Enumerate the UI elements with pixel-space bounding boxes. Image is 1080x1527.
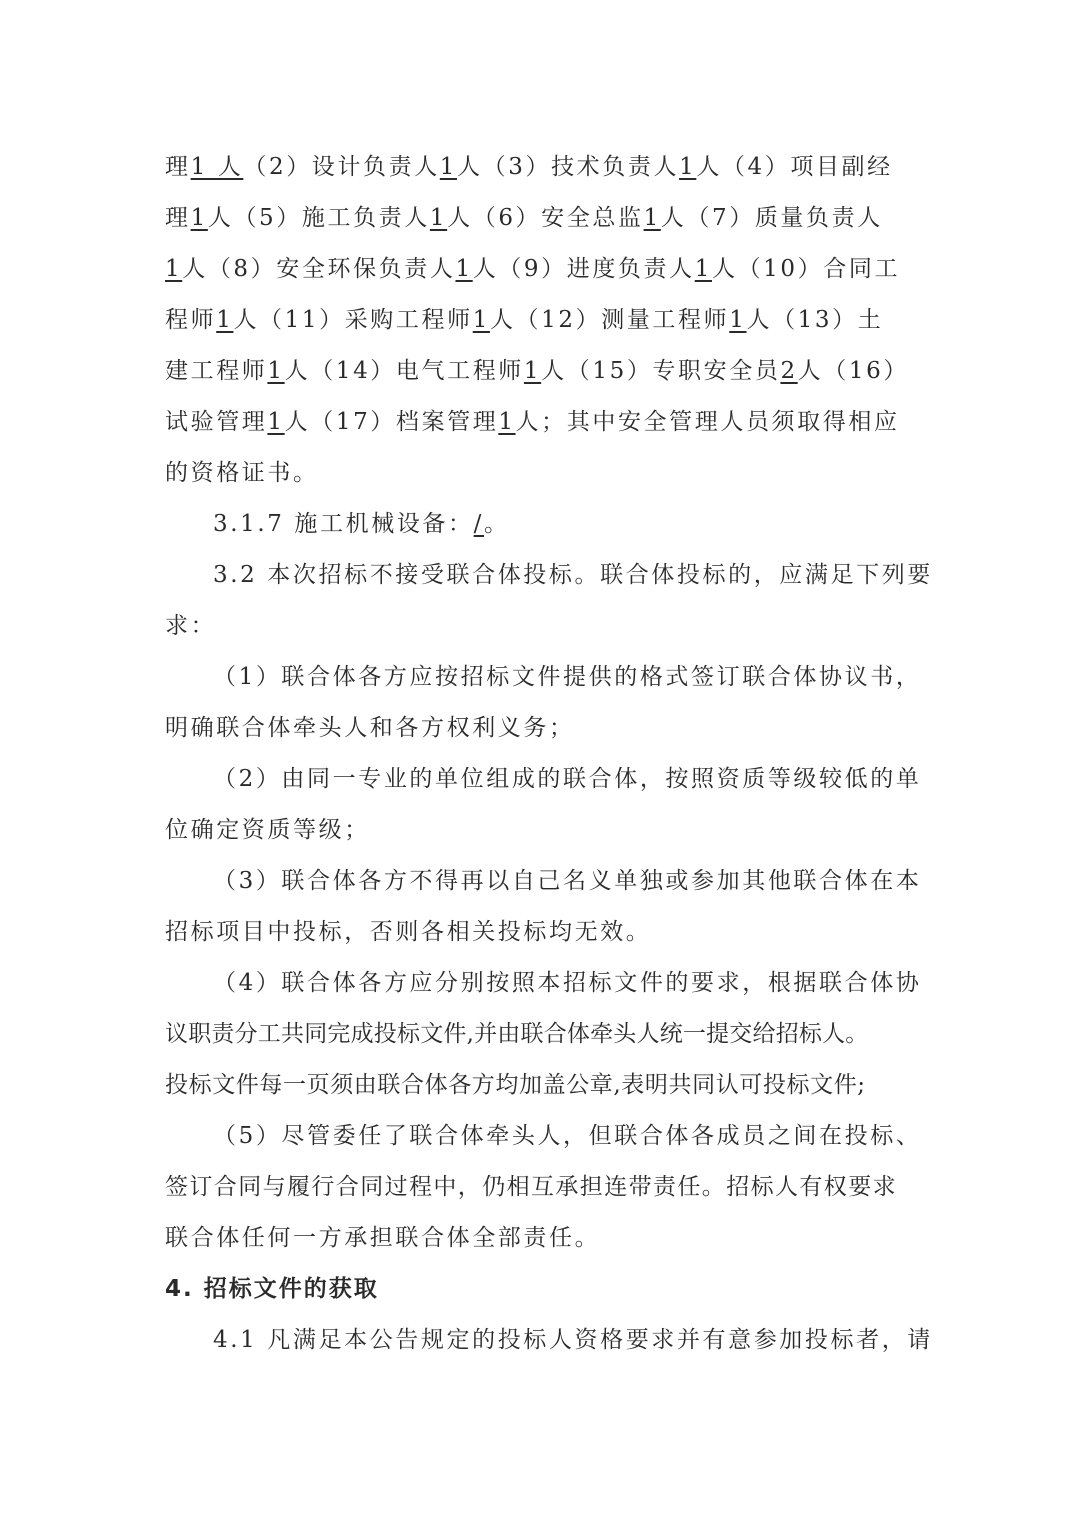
blank-count: 1 [165,256,183,282]
staff-line-3: 1人（8）安全环保负责人1人（9）进度负责人1人（10）合同工 [165,256,901,282]
item-4-line-1: （4）联合体各方应分别按照本招标文件的要求，根据联合体协 [213,970,922,996]
blank-count: 1 [498,409,516,435]
blank-count: 1 [439,154,458,180]
blank-count: 1 [190,205,208,231]
item-3-line-1: （3）联合体各方不得再以自己名义单独或参加其他联合体在本 [213,868,922,894]
item-2-line-2: 位确定资质等级； [165,817,370,843]
staff-line-6: 试验管理1人（17）档案管理1人；其中安全管理人员须取得相应 [165,409,900,435]
staff-line-5: 建工程师1人（14）电气工程师1人（15）专职安全员2人（16） [165,358,909,384]
item-2-line-1: （2）由同一专业的单位组成的联合体，按照资质等级较低的单 [213,766,922,792]
blank-count: 1 [472,307,490,333]
blank-count: 2 [780,358,798,384]
section-4-heading: 4. 招标文件的获取 [165,1276,379,1302]
staff-line-2: 理1人（5）施工负责人1人（6）安全总监1人（7）质量负责人 [165,205,883,231]
blank-count: 1 [729,307,747,333]
item-1-line-2: 明确联合体牵头人和各方权利义务； [165,715,575,741]
staff-line-7: 的资格证书。 [165,460,319,486]
blank-count: 1 [679,154,697,180]
staff-line-1: 理1 人（2）设计负责人1人（3）技术负责人1人（4）项目副经 [165,154,893,180]
equipment-line: 3.1.7 施工机械设备：/。 [213,511,510,537]
blank-count: 1 [267,409,285,435]
item-1-line-1: （1）联合体各方应按招标文件提供的格式签订联合体协议书， [213,664,922,690]
item-4-line-3: 投标文件每一页须由联合体各方均加盖公章,表明共同认可投标文件; [165,1072,866,1098]
blank-count: 1 [267,358,285,384]
staff-line-4: 程师1人（11）采购工程师1人（12）测量工程师1人（13）土 [165,307,884,333]
blank-count: 1 人 [190,154,244,180]
blank-count: 1 [429,205,448,231]
item-5-line-1: （5）尽管委任了联合体牵头人，但联合体各成员之间在投标、 [213,1123,922,1149]
item-5-line-2: 签订合同与履行合同过程中，仍相互承担连带责任。招标人有权要求 [165,1174,897,1200]
blank-count: 1 [216,307,234,333]
blank-count: 1 [523,358,542,384]
item-5-line-3: 联合体任何一方承担联合体全部责任。 [165,1225,601,1251]
blank-count: 1 [643,205,661,231]
item-3-line-2: 招标项目中投标，否则各相关投标均无效。 [165,919,652,945]
item-4-line-2: 议职责分工共同完成投标文件,并由联合体牵头人统一提交给招标人。 [165,1021,869,1047]
equipment-value: / [473,511,484,537]
blank-count: 1 [455,256,473,282]
joint-bid-line-1: 3.2 本次招标不接受联合体投标。联合体投标的，应满足下列要 [213,562,933,588]
joint-bid-line-2: 求： [165,613,217,639]
blank-count: 1 [694,256,712,282]
section-4-line-1: 4.1 凡满足本公告规定的投标人资格要求并有意参加投标者，请 [213,1327,933,1353]
document-page [165,142,933,1366]
